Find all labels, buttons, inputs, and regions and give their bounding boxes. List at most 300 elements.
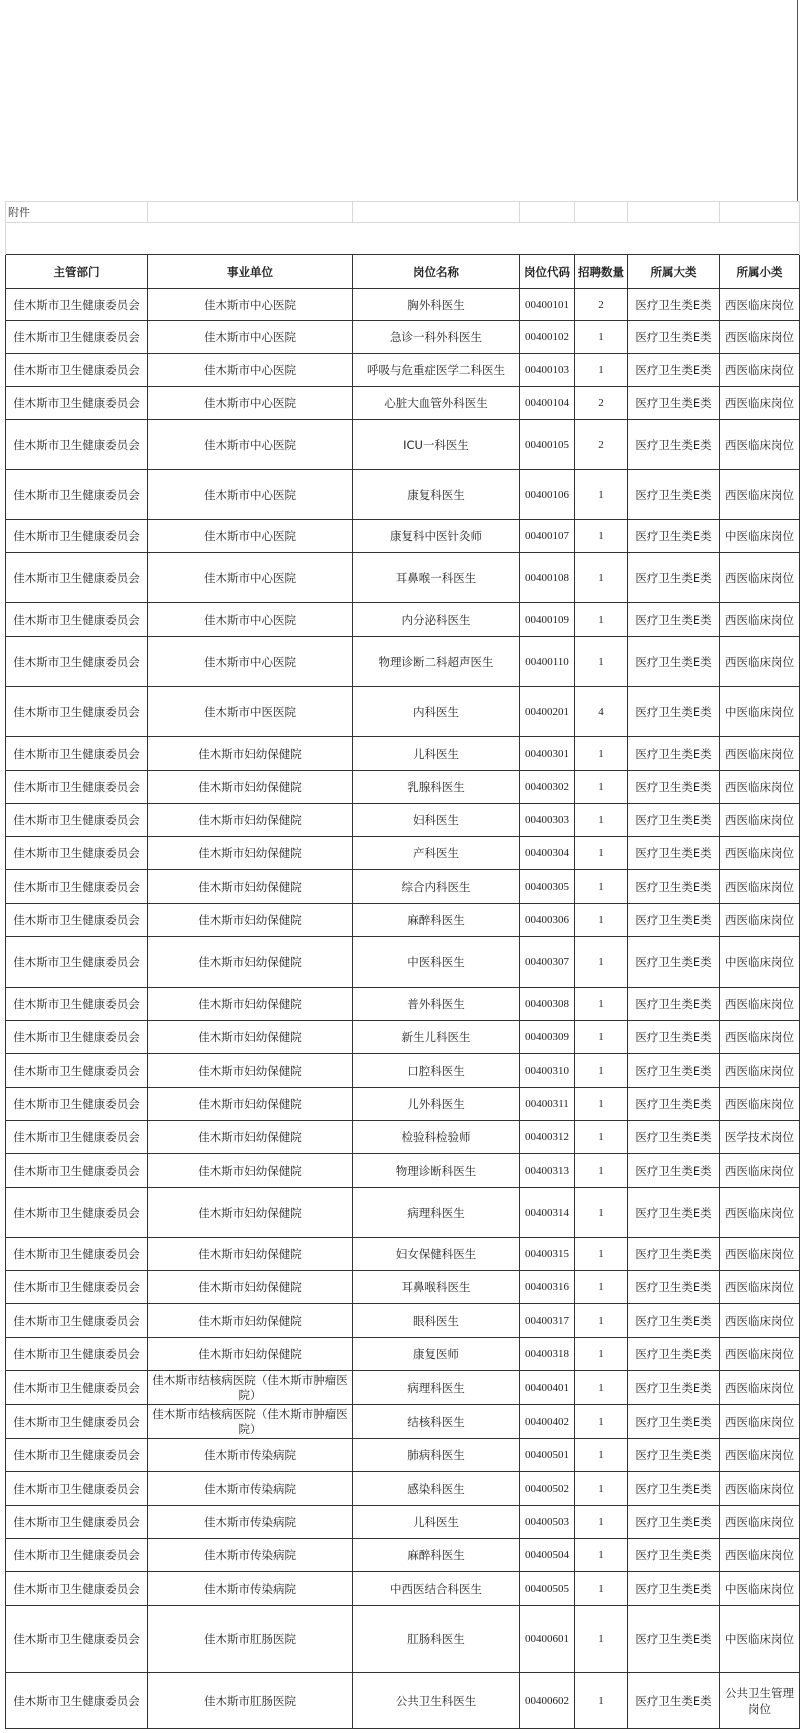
dept-cell: 佳木斯市卫生健康委员会	[6, 1188, 148, 1238]
count-cell: 1	[575, 603, 628, 637]
minor-cell: 中医临床岗位	[720, 687, 800, 737]
dept-cell: 佳木斯市卫生健康委员会	[6, 1304, 148, 1338]
count-cell: 1	[575, 1054, 628, 1088]
count-cell: 1	[575, 1439, 628, 1472]
count-cell: 1	[575, 1539, 628, 1572]
table-row	[6, 988, 800, 1021]
post-cell: 儿科医生	[353, 737, 520, 771]
count-cell: 1	[575, 1405, 628, 1439]
post-cell: 耳鼻喉一科医生	[353, 553, 520, 603]
major-cell: 医疗卫生类E类	[628, 520, 720, 553]
code-cell: 00400505	[520, 1572, 575, 1606]
major-cell: 医疗卫生类E类	[628, 937, 720, 988]
col-header-count: 招聘数量	[575, 255, 628, 289]
minor-cell: 西医临床岗位	[720, 321, 800, 354]
post-cell: 综合内科医生	[353, 870, 520, 904]
unit-cell: 佳木斯市中心医院	[148, 354, 353, 387]
major-cell: 医疗卫生类E类	[628, 1121, 720, 1154]
count-cell: 1	[575, 1673, 628, 1729]
unit-cell: 佳木斯市妇幼保健院	[148, 1338, 353, 1371]
major-cell: 医疗卫生类E类	[628, 289, 720, 321]
minor-cell: 西医临床岗位	[720, 1439, 800, 1472]
empty-cell	[353, 202, 520, 223]
major-cell: 医疗卫生类E类	[628, 470, 720, 520]
unit-cell: 佳木斯市中心医院	[148, 553, 353, 603]
minor-cell: 中医临床岗位	[720, 520, 800, 553]
count-cell: 1	[575, 1271, 628, 1304]
post-cell: 急诊一科外科医生	[353, 321, 520, 354]
major-cell: 医疗卫生类E类	[628, 637, 720, 687]
dept-cell: 佳木斯市卫生健康委员会	[6, 804, 148, 837]
minor-cell: 西医临床岗位	[720, 1238, 800, 1271]
count-cell: 2	[575, 289, 628, 321]
unit-cell: 佳木斯市妇幼保健院	[148, 988, 353, 1021]
dept-cell: 佳木斯市卫生健康委员会	[6, 1088, 148, 1121]
table-row	[6, 1439, 800, 1472]
table-row	[6, 553, 800, 603]
major-cell: 医疗卫生类E类	[628, 1188, 720, 1238]
major-cell: 医疗卫生类E类	[628, 837, 720, 870]
code-cell: 00400301	[520, 737, 575, 771]
dept-cell: 佳木斯市卫生健康委员会	[6, 687, 148, 737]
unit-cell: 佳木斯市妇幼保健院	[148, 1304, 353, 1338]
count-cell: 1	[575, 1154, 628, 1188]
code-cell: 00400108	[520, 553, 575, 603]
dept-cell: 佳木斯市卫生健康委员会	[6, 420, 148, 470]
minor-cell: 西医临床岗位	[720, 1054, 800, 1088]
post-cell: 病理科医生	[353, 1188, 520, 1238]
dept-cell: 佳木斯市卫生健康委员会	[6, 1271, 148, 1304]
code-cell: 00400305	[520, 870, 575, 904]
empty-cell	[628, 202, 720, 223]
code-cell: 00400309	[520, 1021, 575, 1054]
code-cell: 00400106	[520, 470, 575, 520]
minor-cell: 西医临床岗位	[720, 289, 800, 321]
attachment-row	[6, 202, 800, 223]
minor-cell: 西医临床岗位	[720, 988, 800, 1021]
minor-cell: 西医临床岗位	[720, 1405, 800, 1439]
minor-cell: 西医临床岗位	[720, 1088, 800, 1121]
dept-cell: 佳木斯市卫生健康委员会	[6, 988, 148, 1021]
unit-cell: 佳木斯市妇幼保健院	[148, 1188, 353, 1238]
minor-cell: 西医临床岗位	[720, 603, 800, 637]
post-cell: 中西医结合科医生	[353, 1572, 520, 1606]
table-row	[6, 1371, 800, 1405]
dept-cell: 佳木斯市卫生健康委员会	[6, 387, 148, 420]
post-cell: 麻醉科医生	[353, 904, 520, 937]
dept-cell: 佳木斯市卫生健康委员会	[6, 637, 148, 687]
code-cell: 00400402	[520, 1405, 575, 1439]
dept-cell: 佳木斯市卫生健康委员会	[6, 737, 148, 771]
code-cell: 00400201	[520, 687, 575, 737]
minor-cell: 中医临床岗位	[720, 1572, 800, 1606]
post-cell: 康复医师	[353, 1338, 520, 1371]
recruitment-table	[5, 201, 800, 1729]
minor-cell: 西医临床岗位	[720, 637, 800, 687]
dept-cell: 佳木斯市卫生健康委员会	[6, 1405, 148, 1439]
count-cell: 2	[575, 387, 628, 420]
code-cell: 00400102	[520, 321, 575, 354]
count-cell: 1	[575, 737, 628, 771]
unit-cell: 佳木斯市中心医院	[148, 520, 353, 553]
unit-cell: 佳木斯市妇幼保健院	[148, 870, 353, 904]
col-header-code: 岗位代码	[520, 255, 575, 289]
code-cell: 00400601	[520, 1606, 575, 1673]
dept-cell: 佳木斯市卫生健康委员会	[6, 1606, 148, 1673]
table-row	[6, 1054, 800, 1088]
code-cell: 00400302	[520, 771, 575, 804]
count-cell: 1	[575, 1021, 628, 1054]
dept-cell: 佳木斯市卫生健康委员会	[6, 837, 148, 870]
major-cell: 医疗卫生类E类	[628, 1021, 720, 1054]
major-cell: 医疗卫生类E类	[628, 1088, 720, 1121]
dept-cell: 佳木斯市卫生健康委员会	[6, 904, 148, 937]
major-cell: 医疗卫生类E类	[628, 771, 720, 804]
minor-cell: 公共卫生管理岗位	[720, 1673, 800, 1729]
minor-cell: 西医临床岗位	[720, 737, 800, 771]
dept-cell: 佳木斯市卫生健康委员会	[6, 603, 148, 637]
table-row	[6, 1673, 800, 1729]
count-cell: 1	[575, 470, 628, 520]
minor-cell: 西医临床岗位	[720, 470, 800, 520]
table-row	[6, 289, 800, 321]
table-row	[6, 470, 800, 520]
major-cell: 医疗卫生类E类	[628, 737, 720, 771]
major-cell: 医疗卫生类E类	[628, 553, 720, 603]
count-cell: 1	[575, 771, 628, 804]
table-row	[6, 687, 800, 737]
count-cell: 1	[575, 1371, 628, 1405]
count-cell: 1	[575, 553, 628, 603]
major-cell: 医疗卫生类E类	[628, 1304, 720, 1338]
dept-cell: 佳木斯市卫生健康委员会	[6, 771, 148, 804]
dept-cell: 佳木斯市卫生健康委员会	[6, 354, 148, 387]
minor-cell: 西医临床岗位	[720, 553, 800, 603]
table-row	[6, 1121, 800, 1154]
table-row	[6, 937, 800, 988]
count-cell: 1	[575, 837, 628, 870]
count-cell: 2	[575, 420, 628, 470]
count-cell: 1	[575, 937, 628, 988]
post-cell: 心脏大血管外科医生	[353, 387, 520, 420]
minor-cell: 西医临床岗位	[720, 771, 800, 804]
title-cell	[6, 223, 800, 255]
post-cell: 肛肠科医生	[353, 1606, 520, 1673]
major-cell: 医疗卫生类E类	[628, 1606, 720, 1673]
table-row	[6, 1271, 800, 1304]
major-cell: 医疗卫生类E类	[628, 687, 720, 737]
post-cell: 妇科医生	[353, 804, 520, 837]
unit-cell: 佳木斯市肛肠医院	[148, 1606, 353, 1673]
minor-cell: 西医临床岗位	[720, 1271, 800, 1304]
code-cell: 00400104	[520, 387, 575, 420]
code-cell: 00400103	[520, 354, 575, 387]
post-cell: 康复科中医针灸师	[353, 520, 520, 553]
table-row	[6, 520, 800, 553]
table-row	[6, 1154, 800, 1188]
unit-cell: 佳木斯市中医医院	[148, 687, 353, 737]
major-cell: 医疗卫生类E类	[628, 1673, 720, 1729]
dept-cell: 佳木斯市卫生健康委员会	[6, 1673, 148, 1729]
post-cell: 物理诊断科医生	[353, 1154, 520, 1188]
unit-cell: 佳木斯市结核病医院（佳木斯市肿瘤医院）	[148, 1405, 353, 1439]
count-cell: 1	[575, 1188, 628, 1238]
table-row	[6, 1506, 800, 1539]
count-cell: 1	[575, 354, 628, 387]
post-cell: 耳鼻喉科医生	[353, 1271, 520, 1304]
dept-cell: 佳木斯市卫生健康委员会	[6, 1572, 148, 1606]
unit-cell: 佳木斯市妇幼保健院	[148, 937, 353, 988]
unit-cell: 佳木斯市中心医院	[148, 289, 353, 321]
code-cell: 00400502	[520, 1472, 575, 1506]
major-cell: 医疗卫生类E类	[628, 1371, 720, 1405]
table-row	[6, 771, 800, 804]
code-cell: 00400107	[520, 520, 575, 553]
table-row	[6, 1021, 800, 1054]
unit-cell: 佳木斯市妇幼保健院	[148, 1088, 353, 1121]
code-cell: 00400316	[520, 1271, 575, 1304]
dept-cell: 佳木斯市卫生健康委员会	[6, 321, 148, 354]
code-cell: 00400313	[520, 1154, 575, 1188]
unit-cell: 佳木斯市中心医院	[148, 321, 353, 354]
code-cell: 00400109	[520, 603, 575, 637]
post-cell: 康复科医生	[353, 470, 520, 520]
code-cell: 00400311	[520, 1088, 575, 1121]
minor-cell: 西医临床岗位	[720, 804, 800, 837]
code-cell: 00400307	[520, 937, 575, 988]
code-cell: 00400312	[520, 1121, 575, 1154]
major-cell: 医疗卫生类E类	[628, 354, 720, 387]
count-cell: 1	[575, 1606, 628, 1673]
dept-cell: 佳木斯市卫生健康委员会	[6, 1154, 148, 1188]
minor-cell: 中医临床岗位	[720, 1606, 800, 1673]
count-cell: 1	[575, 1238, 628, 1271]
post-cell: 内科医生	[353, 687, 520, 737]
table-row	[6, 1088, 800, 1121]
minor-cell: 中医临床岗位	[720, 937, 800, 988]
count-cell: 4	[575, 687, 628, 737]
col-header-unit: 事业单位	[148, 255, 353, 289]
unit-cell: 佳木斯市妇幼保健院	[148, 804, 353, 837]
minor-cell: 西医临床岗位	[720, 1338, 800, 1371]
major-cell: 医疗卫生类E类	[628, 1054, 720, 1088]
table-row	[6, 1606, 800, 1673]
major-cell: 医疗卫生类E类	[628, 1539, 720, 1572]
table-row	[6, 1188, 800, 1238]
table-row	[6, 837, 800, 870]
table-row	[6, 1238, 800, 1271]
major-cell: 医疗卫生类E类	[628, 904, 720, 937]
minor-cell: 西医临床岗位	[720, 1021, 800, 1054]
table-row	[6, 1472, 800, 1506]
major-cell: 医疗卫生类E类	[628, 1338, 720, 1371]
unit-cell: 佳木斯市传染病院	[148, 1572, 353, 1606]
dept-cell: 佳木斯市卫生健康委员会	[6, 1238, 148, 1271]
post-cell: 妇女保健科医生	[353, 1238, 520, 1271]
code-cell: 00400101	[520, 289, 575, 321]
post-cell: 眼科医生	[353, 1304, 520, 1338]
table-row	[6, 804, 800, 837]
table-row	[6, 354, 800, 387]
col-header-minor: 所属小类	[720, 255, 800, 289]
post-cell: 肺病科医生	[353, 1439, 520, 1472]
unit-cell: 佳木斯市妇幼保健院	[148, 1021, 353, 1054]
count-cell: 1	[575, 1572, 628, 1606]
minor-cell: 西医临床岗位	[720, 1371, 800, 1405]
post-cell: 乳腺科医生	[353, 771, 520, 804]
dept-cell: 佳木斯市卫生健康委员会	[6, 1472, 148, 1506]
attachment-label: 附件	[6, 202, 148, 223]
unit-cell: 佳木斯市妇幼保健院	[148, 1054, 353, 1088]
minor-cell: 西医临床岗位	[720, 420, 800, 470]
table-row	[6, 1304, 800, 1338]
unit-cell: 佳木斯市妇幼保健院	[148, 1121, 353, 1154]
minor-cell: 西医临床岗位	[720, 1304, 800, 1338]
count-cell: 1	[575, 1088, 628, 1121]
col-header-post: 岗位名称	[353, 255, 520, 289]
count-cell: 1	[575, 1121, 628, 1154]
major-cell: 医疗卫生类E类	[628, 1238, 720, 1271]
table-row	[6, 321, 800, 354]
major-cell: 医疗卫生类E类	[628, 1271, 720, 1304]
code-cell: 00400401	[520, 1371, 575, 1405]
minor-cell: 西医临床岗位	[720, 354, 800, 387]
major-cell: 医疗卫生类E类	[628, 870, 720, 904]
dept-cell: 佳木斯市卫生健康委员会	[6, 1054, 148, 1088]
post-cell: 病理科医生	[353, 1371, 520, 1405]
table-row	[6, 603, 800, 637]
code-cell: 00400503	[520, 1506, 575, 1539]
code-cell: 00400317	[520, 1304, 575, 1338]
table-row	[6, 1338, 800, 1371]
table-row	[6, 904, 800, 937]
count-cell: 1	[575, 1472, 628, 1506]
unit-cell: 佳木斯市妇幼保健院	[148, 904, 353, 937]
unit-cell: 佳木斯市肛肠医院	[148, 1673, 353, 1729]
code-cell: 00400314	[520, 1188, 575, 1238]
dept-cell: 佳木斯市卫生健康委员会	[6, 1121, 148, 1154]
code-cell: 00400318	[520, 1338, 575, 1371]
table-row	[6, 1572, 800, 1606]
code-cell: 00400315	[520, 1238, 575, 1271]
minor-cell: 西医临床岗位	[720, 1506, 800, 1539]
dept-cell: 佳木斯市卫生健康委员会	[6, 1539, 148, 1572]
unit-cell: 佳木斯市妇幼保健院	[148, 1238, 353, 1271]
empty-cell	[520, 202, 575, 223]
table-row	[6, 737, 800, 771]
unit-cell: 佳木斯市中心医院	[148, 637, 353, 687]
minor-cell: 西医临床岗位	[720, 870, 800, 904]
post-cell: 胸外科医生	[353, 289, 520, 321]
dept-cell: 佳木斯市卫生健康委员会	[6, 1506, 148, 1539]
post-cell: 检验科检验师	[353, 1121, 520, 1154]
empty-cell	[575, 202, 628, 223]
major-cell: 医疗卫生类E类	[628, 321, 720, 354]
post-cell: 新生儿科医生	[353, 1021, 520, 1054]
post-cell: 儿外科医生	[353, 1088, 520, 1121]
minor-cell: 西医临床岗位	[720, 1472, 800, 1506]
minor-cell: 西医临床岗位	[720, 1188, 800, 1238]
count-cell: 1	[575, 804, 628, 837]
dept-cell: 佳木斯市卫生健康委员会	[6, 1371, 148, 1405]
unit-cell: 佳木斯市传染病院	[148, 1472, 353, 1506]
count-cell: 1	[575, 637, 628, 687]
empty-cell	[148, 202, 353, 223]
minor-cell: 西医临床岗位	[720, 904, 800, 937]
major-cell: 医疗卫生类E类	[628, 1439, 720, 1472]
unit-cell: 佳木斯市中心医院	[148, 387, 353, 420]
unit-cell: 佳木斯市妇幼保健院	[148, 771, 353, 804]
unit-cell: 佳木斯市妇幼保健院	[148, 1154, 353, 1188]
post-cell: 结核科医生	[353, 1405, 520, 1439]
col-header-major: 所属大类	[628, 255, 720, 289]
title-blank-row	[6, 223, 800, 255]
dept-cell: 佳木斯市卫生健康委员会	[6, 289, 148, 321]
major-cell: 医疗卫生类E类	[628, 1154, 720, 1188]
dept-cell: 佳木斯市卫生健康委员会	[6, 1338, 148, 1371]
unit-cell: 佳木斯市传染病院	[148, 1539, 353, 1572]
unit-cell: 佳木斯市妇幼保健院	[148, 1271, 353, 1304]
major-cell: 医疗卫生类E类	[628, 1472, 720, 1506]
count-cell: 1	[575, 904, 628, 937]
post-cell: 中医科医生	[353, 937, 520, 988]
empty-cell	[720, 202, 800, 223]
code-cell: 00400303	[520, 804, 575, 837]
count-cell: 1	[575, 1304, 628, 1338]
unit-cell: 佳木斯市传染病院	[148, 1506, 353, 1539]
major-cell: 医疗卫生类E类	[628, 1405, 720, 1439]
table-row	[6, 1539, 800, 1572]
unit-cell: 佳木斯市中心医院	[148, 603, 353, 637]
unit-cell: 佳木斯市妇幼保健院	[148, 737, 353, 771]
unit-cell: 佳木斯市结核病医院（佳木斯市肿瘤医院）	[148, 1371, 353, 1405]
post-cell: 感染科医生	[353, 1472, 520, 1506]
post-cell: 口腔科医生	[353, 1054, 520, 1088]
unit-cell: 佳木斯市妇幼保健院	[148, 837, 353, 870]
unit-cell: 佳木斯市传染病院	[148, 1439, 353, 1472]
major-cell: 医疗卫生类E类	[628, 988, 720, 1021]
dept-cell: 佳木斯市卫生健康委员会	[6, 553, 148, 603]
post-cell: 呼吸与危重症医学二科医生	[353, 354, 520, 387]
post-cell: 产科医生	[353, 837, 520, 870]
count-cell: 1	[575, 520, 628, 553]
sheet-edge-line	[797, 0, 798, 201]
code-cell: 00400501	[520, 1439, 575, 1472]
code-cell: 00400602	[520, 1673, 575, 1729]
dept-cell: 佳木斯市卫生健康委员会	[6, 1021, 148, 1054]
major-cell: 医疗卫生类E类	[628, 387, 720, 420]
count-cell: 1	[575, 1506, 628, 1539]
major-cell: 医疗卫生类E类	[628, 1572, 720, 1606]
code-cell: 00400105	[520, 420, 575, 470]
count-cell: 1	[575, 1338, 628, 1371]
count-cell: 1	[575, 321, 628, 354]
post-cell: 公共卫生科医生	[353, 1673, 520, 1729]
count-cell: 1	[575, 988, 628, 1021]
code-cell: 00400504	[520, 1539, 575, 1572]
code-cell: 00400310	[520, 1054, 575, 1088]
minor-cell: 医学技术岗位	[720, 1121, 800, 1154]
major-cell: 医疗卫生类E类	[628, 804, 720, 837]
code-cell: 00400306	[520, 904, 575, 937]
table-row	[6, 420, 800, 470]
minor-cell: 西医临床岗位	[720, 387, 800, 420]
post-cell: 内分泌科医生	[353, 603, 520, 637]
minor-cell: 西医临床岗位	[720, 837, 800, 870]
code-cell: 00400110	[520, 637, 575, 687]
code-cell: 00400304	[520, 837, 575, 870]
spreadsheet	[5, 201, 799, 1729]
